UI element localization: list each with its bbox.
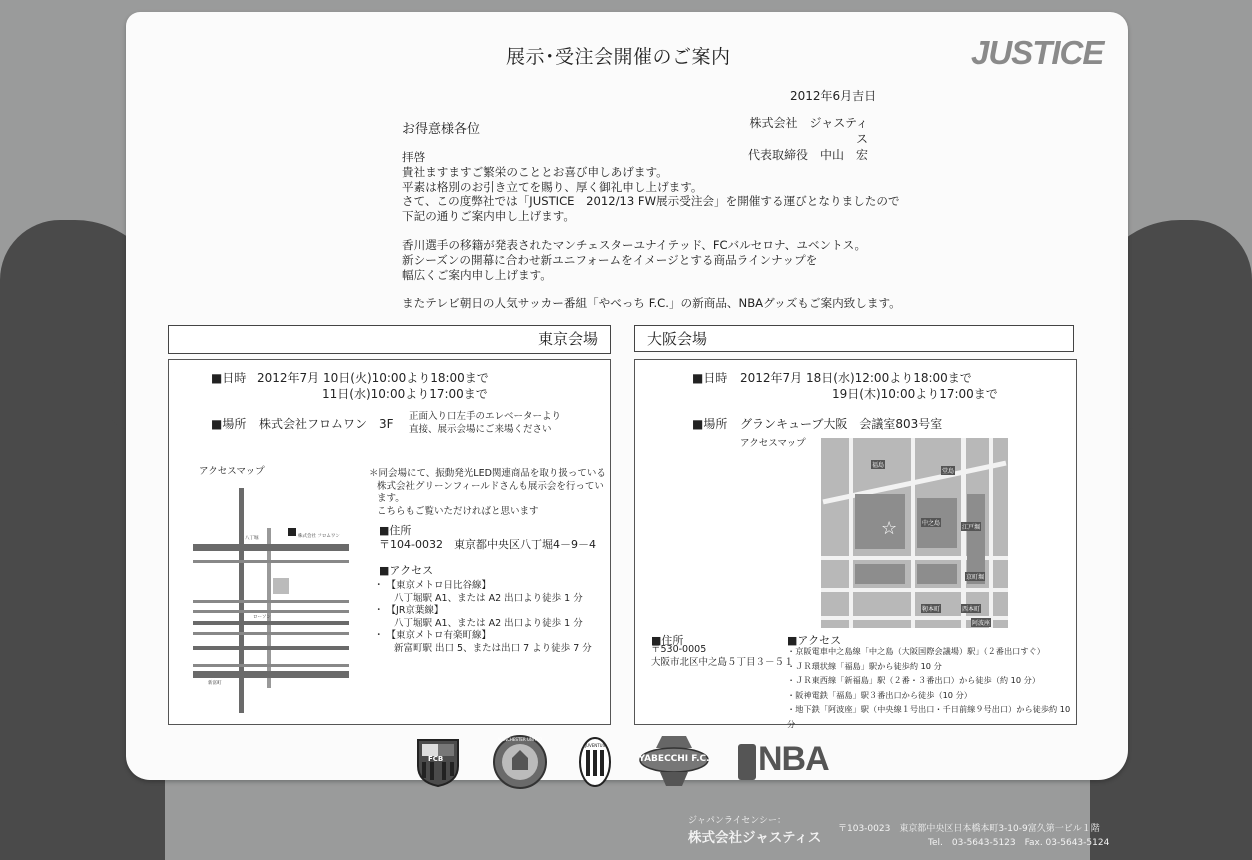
- tokyo-place-note: 正面入り口左手のエレベーターより 直接、展示会場にご来場ください: [409, 411, 562, 435]
- map-label-shintomicho: 新富町: [208, 681, 222, 686]
- recipient: お得意様各位: [402, 122, 481, 137]
- sender-representative: 代表取締役 中山 宏: [747, 148, 868, 162]
- tokyo-venue-panel: [168, 359, 611, 725]
- fcb-crest: FCB: [414, 736, 462, 788]
- tokyo-address: 〒104-0032 東京都中央区八丁堀4－9－4: [379, 538, 596, 551]
- osaka-access-map: [821, 438, 1008, 628]
- tokyo-date-line1: 2012年7月 10日(火)10:00より18:00まで: [257, 371, 489, 385]
- osaka-place: グランキューブ大阪 会議室803号室: [740, 417, 943, 431]
- tokyo-date-line2: 11日(水)10:00より17:00まで: [322, 387, 488, 401]
- letter-body: [402, 150, 901, 311]
- tokyo-date-label: ■日時: [211, 371, 247, 385]
- tokyo-access-map: [193, 488, 353, 713]
- body-line: 幅広くご案内申し上げます。: [402, 267, 552, 282]
- map-label-kyomachibori: 京町堀: [966, 574, 985, 581]
- letter-title: 展示･受注会開催のご案内: [506, 46, 731, 68]
- tokyo-note: ＊同会場にて、振動発光LED関連商品を取り扱っている 株式会社グリーンフィールドさんも展示会を行っています。 こちらもご覧いただければと思います: [369, 468, 606, 517]
- nba-logo: NBA: [738, 742, 830, 782]
- map-label-fromone: 株式会社 フロムワン: [298, 534, 340, 539]
- justice-logo: JUSTICE: [971, 34, 1104, 71]
- map-label-fukushima: 福島: [872, 462, 885, 469]
- map-label-edobori: 江戸堀: [962, 524, 981, 531]
- osaka-date-line2: 19日(木)10:00より17:00まで: [832, 387, 998, 401]
- footer-licensee-label: ジャパンライセンシー：: [688, 816, 787, 826]
- access-line: ・京阪電車中之島線「中之島（大阪国際会議場）駅」（２番出口すぐ）: [787, 646, 1045, 656]
- juventus-crest: JUVENTUS: [578, 736, 612, 788]
- map-label-lawson: ローソン: [253, 615, 271, 620]
- tokyo-access-map-label: アクセスマップ: [199, 466, 265, 477]
- body-line: 香川選手の移籍が発表されたマンチェスターユナイテッド、FCバルセロナ、ユベントス。: [402, 237, 867, 252]
- tokyo-access-label: ■アクセス: [379, 564, 434, 577]
- osaka-venue-header: 大阪会場: [634, 325, 1074, 352]
- access-line: ・ 【東京メトロ日比谷線】: [374, 580, 492, 591]
- map-label-awaza: 阿波座: [972, 620, 991, 627]
- manutd-crest: MANCHESTER UNITED: [492, 734, 548, 790]
- access-line: ・ＪＲ東西線「新福島」駅（２番・３番出口）から徒歩（約 10 分）: [787, 675, 1041, 685]
- access-line: ・阪神電鉄「福島」駅３番出口から徒歩（10 分）: [787, 689, 972, 700]
- body-line: 平素は格別のお引き立てを賜り、厚く御礼申し上げます。: [402, 179, 703, 194]
- map-label-dojima: 堂島: [942, 468, 955, 475]
- tokyo-address-label: ■住所: [379, 524, 412, 537]
- body-line: 新シーズンの開幕に合わせ新ユニフォームをイメージとする商品ラインナップを: [402, 252, 818, 267]
- yabecchi-logo: YABECCHI F.C.: [638, 734, 710, 788]
- tokyo-place: 株式会社フロムワン 3F: [259, 417, 394, 431]
- body-line: 貴社ますますご繁栄のこととお喜び申しあげます。: [402, 164, 668, 179]
- osaka-date-label: ■日時: [692, 371, 728, 385]
- access-line: ・ 【JR京葉線】: [374, 605, 444, 616]
- osaka-address-label: ■住所: [651, 634, 684, 647]
- body-line: またテレビ朝日の人気サッカー番組「やべっち F.C.」の新商品、NBAグッズもご案内致します。: [402, 296, 901, 311]
- access-line: ・地下鉄「阿波座」駅（中央線１号出口・千日前線９号出口）から徒歩約 10 分: [787, 704, 1071, 729]
- tokyo-access-list: ・ 【東京メトロ日比谷線】 八丁堀駅 A1、または A2 出口より徒歩 1 分 ・ 【JR京葉線】 八丁堀駅 A1、または A2 出口より徒歩 1 分 ・ 【東京メトロ有楽町線】 新富町駅 出口 5、または出口 7 より徒歩 7 分: [374, 580, 592, 654]
- map-label-utsubo: 靭本町: [922, 606, 941, 613]
- body-line: 拝啓: [402, 150, 426, 164]
- osaka-access-label: ■アクセス: [787, 634, 842, 647]
- invitation-letter: [126, 12, 1128, 780]
- body-line: さて、この度弊社では「JUSTICE 2012/13 FW展示受注会」を開催する運びとなりましたので: [402, 194, 900, 209]
- osaka-date-line1: 2012年7月 18日(水)12:00より18:00まで: [740, 371, 972, 385]
- osaka-place-label: ■場所: [692, 417, 728, 431]
- osaka-access-map-label: アクセスマップ: [740, 438, 806, 449]
- sender-company: 株式会社 ジャスティス: [749, 116, 868, 146]
- access-line: ・ＪＲ環状線「福島」駅から徒歩約 10 分: [787, 660, 942, 671]
- map-label-nishihonmachi: 西本町: [962, 606, 981, 613]
- osaka-venue-panel: [634, 359, 1077, 729]
- venue-star-icon: ☆: [881, 518, 898, 539]
- body-line: 下記の通りご案内申し上げます。: [402, 209, 575, 224]
- osaka-address: 〒530-0005 大阪市北区中之島５丁目３－５１: [651, 644, 794, 668]
- footer-contact: Tel. 03-5643-5123 Fax. 03-5643-5124: [928, 838, 1110, 848]
- osaka-access-list: [787, 644, 1076, 731]
- map-label-hatchobori: 八丁堀: [245, 536, 259, 541]
- letter-date: 2012年6月吉日: [790, 89, 877, 103]
- footer-company: 株式会社ジャスティス: [688, 830, 822, 846]
- footer-address: 〒103-0023 東京都中央区日本橋本町3-10-9富久第一ビル１階: [838, 824, 1100, 834]
- map-label-nakanoshima: 中之島: [922, 520, 941, 527]
- access-line: ・ 【東京メトロ有楽町線】: [374, 630, 492, 641]
- tokyo-place-label: ■場所: [211, 417, 247, 431]
- tokyo-venue-header: 東京会場: [168, 325, 611, 354]
